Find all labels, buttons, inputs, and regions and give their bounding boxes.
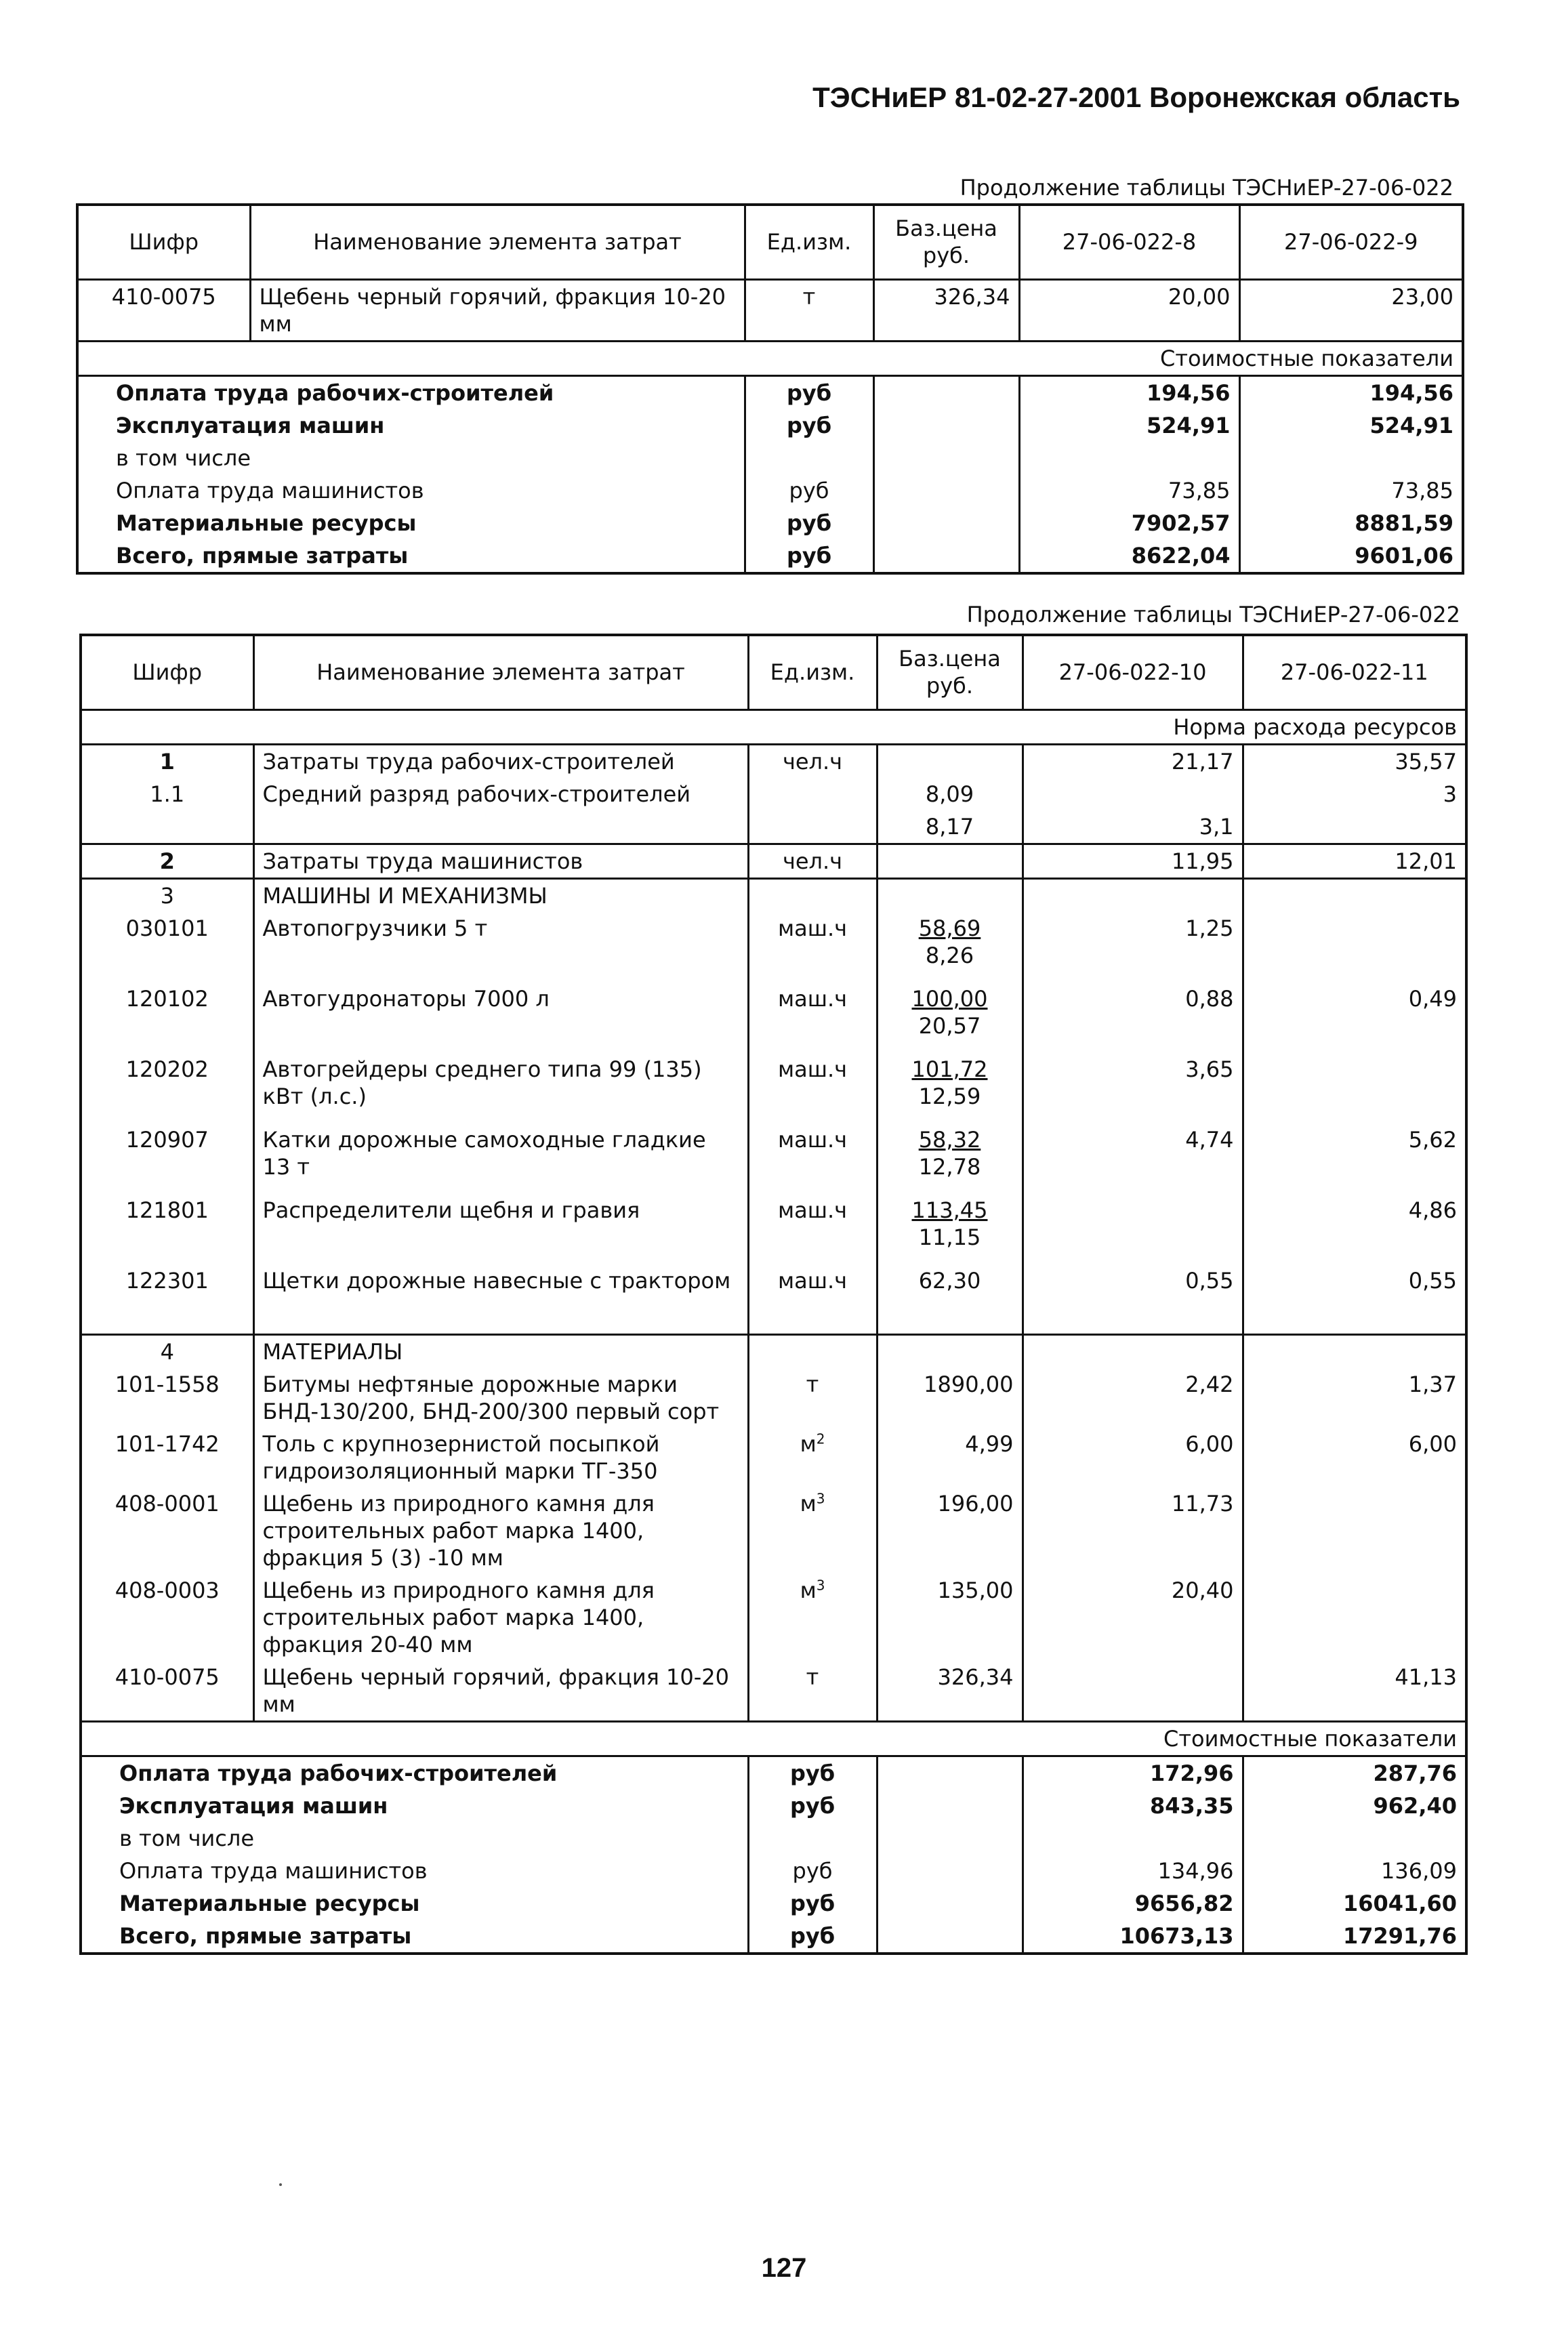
row-code: 120202 (81, 1053, 253, 1123)
cost-caption: Стоимостные показатели (77, 341, 1463, 375)
col-v2-header: 27-06-022-9 (1239, 205, 1463, 279)
row-code: 120102 (81, 983, 253, 1053)
cost-v1 (1023, 1822, 1243, 1855)
row-price: 326,34 (877, 1661, 1023, 1722)
empty-cell (1243, 1335, 1466, 1369)
row-unit: чел.ч (748, 844, 877, 878)
section-caption-row (81, 709, 1466, 744)
row-name: Затраты труда рабочих-строителей (253, 744, 748, 778)
row-code: 1 (81, 744, 253, 778)
row-code: 122301 (81, 1264, 253, 1335)
page-header: ТЭСНиЕР 81-02-27-2001 Воронежская область (812, 81, 1460, 113)
row-unit: м (800, 1431, 817, 1457)
row-price: 135,00 (877, 1574, 1023, 1661)
row-code: 410-0075 (77, 279, 250, 341)
row-name: Щебень черный горячий, фракция 10-20 мм (250, 279, 745, 341)
row-name: Щебень черный горячий, фракция 10-20 мм (253, 1661, 748, 1722)
row-v1: 3,65 (1023, 1053, 1243, 1123)
cost-row (81, 1756, 1466, 1790)
cost-v2: 8881,59 (1239, 507, 1463, 539)
cost-unit: руб (748, 1756, 877, 1790)
machine-row (81, 1264, 1466, 1335)
table-row (81, 844, 1466, 878)
row-price (877, 844, 1023, 878)
cost-name: Материальные ресурсы (77, 507, 745, 539)
row-v2: 1,37 (1243, 1368, 1466, 1428)
machine-row (81, 912, 1466, 983)
row-price-secondary: 11,15 (918, 1224, 981, 1250)
cost-price-empty (873, 474, 1019, 507)
cost-unit (745, 442, 873, 474)
row-code: 2 (81, 844, 253, 878)
row-unit-sup: 2 (816, 1430, 825, 1447)
row-v1: 6,00 (1023, 1428, 1243, 1487)
row-code: 410-0075 (81, 1661, 253, 1722)
row-unit-sup: 3 (816, 1490, 825, 1507)
row-unit: м (800, 1577, 817, 1603)
row-price-cell (877, 1264, 1023, 1335)
norm-caption: Норма расхода ресурсов (81, 709, 1466, 744)
cost-row (81, 1790, 1466, 1822)
empty-cell (748, 878, 877, 912)
cost-v1: 194,56 (1019, 375, 1239, 409)
cost-row (81, 1887, 1466, 1920)
row-price: 100,00 (911, 985, 988, 1012)
cost-v1: 524,91 (1019, 409, 1239, 442)
cost-unit: руб (745, 539, 873, 573)
row-code: 101-1742 (81, 1428, 253, 1487)
cost-v1: 9656,82 (1023, 1887, 1243, 1920)
cost-v1: 10673,13 (1023, 1920, 1243, 1954)
empty-cell (748, 1335, 877, 1369)
row-v2: 6,00 (1243, 1428, 1466, 1487)
section-row-machines (81, 878, 1466, 912)
row-price-cell (877, 1123, 1023, 1194)
cost-name: Оплата труда машинистов (81, 1855, 748, 1887)
cost-v1: 73,85 (1019, 474, 1239, 507)
row-v2: 0,55 (1243, 1264, 1466, 1335)
row-price-cell (877, 1194, 1023, 1264)
cost-row (77, 409, 1463, 442)
row-v1: 0,88 (1023, 983, 1243, 1053)
row-v2 (1243, 1487, 1466, 1574)
cost-v2 (1243, 1822, 1466, 1855)
cost-row (77, 507, 1463, 539)
row-unit: т (806, 1371, 819, 1397)
cost-unit (748, 1822, 877, 1855)
row-unit: маш.ч (748, 1123, 877, 1194)
table-row (77, 279, 1463, 341)
row-price-cell (877, 983, 1023, 1053)
cost-v1: 7902,57 (1019, 507, 1239, 539)
row-price: 101,72 (911, 1056, 988, 1082)
row-unit: маш.ч (748, 983, 877, 1053)
row-unit (748, 810, 877, 844)
row-unit-sup: 3 (816, 1577, 825, 1594)
cost-v1: 134,96 (1023, 1855, 1243, 1887)
row-v2: 4,86 (1243, 1194, 1466, 1264)
row-name: Средний разряд рабочих-строителей (253, 778, 748, 810)
row-v1: 20,40 (1023, 1574, 1243, 1661)
row-price-cell (877, 1053, 1023, 1123)
row-unit: маш.ч (748, 1264, 877, 1335)
cost-price-empty (877, 1756, 1023, 1790)
machine-row (81, 1123, 1466, 1194)
row-name: Толь с крупнозернистой посыпкой гидроизоляционный марки ТГ-350 (253, 1428, 748, 1487)
row-unit-cell (748, 1487, 877, 1574)
row-code: 120907 (81, 1123, 253, 1194)
row-price: 8,09 (877, 778, 1023, 810)
row-unit-cell (748, 1661, 877, 1722)
col-price-header: Баз.цена руб. (873, 205, 1019, 279)
row-price: 196,00 (877, 1487, 1023, 1574)
cost-price-empty (873, 409, 1019, 442)
section-title: МАШИНЫ И МЕХАНИЗМЫ (253, 878, 748, 912)
cost-price-empty (873, 375, 1019, 409)
row-price: 326,34 (873, 279, 1019, 341)
row-unit: т (745, 279, 873, 341)
row-v1: 11,73 (1023, 1487, 1243, 1574)
cost-unit: руб (748, 1790, 877, 1822)
row-unit: маш.ч (748, 1053, 877, 1123)
cost-unit: руб (748, 1920, 877, 1954)
page-number: 127 (761, 2253, 807, 2283)
row-v2: 3 (1243, 778, 1466, 810)
cost-price-empty (873, 442, 1019, 474)
col-unit-header: Ед.изм. (748, 635, 877, 709)
row-name: Распределители щебня и гравия (253, 1194, 748, 1264)
row-v1: 11,95 (1023, 844, 1243, 878)
table-row (81, 778, 1466, 810)
row-code: 408-0003 (81, 1574, 253, 1661)
cost-unit: руб (745, 375, 873, 409)
section-caption-row (77, 341, 1463, 375)
cost-name: Оплата труда рабочих-строителей (81, 1756, 748, 1790)
row-price: 62,30 (918, 1267, 981, 1294)
section-title: МАТЕРИАЛЫ (253, 1335, 748, 1369)
cost-v1: 8622,04 (1019, 539, 1239, 573)
row-code (81, 810, 253, 844)
row-unit-cell (748, 1368, 877, 1428)
row-v2 (1243, 810, 1466, 844)
table-row (81, 744, 1466, 778)
row-v1: 2,42 (1023, 1368, 1243, 1428)
row-v1: 3,1 (1023, 810, 1243, 844)
row-unit: т (806, 1664, 819, 1690)
cost-v2: 962,40 (1243, 1790, 1466, 1822)
cost-unit: руб (745, 507, 873, 539)
row-name: Затраты труда машинистов (253, 844, 748, 878)
row-name: Автопогрузчики 5 т (253, 912, 748, 983)
row-code: 1.1 (81, 778, 253, 810)
cost-row (77, 474, 1463, 507)
row-price (877, 744, 1023, 778)
cost-row (81, 1822, 1466, 1855)
col-v1-header: 27-06-022-8 (1019, 205, 1239, 279)
cost-v2: 524,91 (1239, 409, 1463, 442)
cost-name: Всего, прямые затраты (81, 1920, 748, 1954)
empty-cell (1023, 878, 1243, 912)
row-v1: 4,74 (1023, 1123, 1243, 1194)
row-price: 1890,00 (877, 1368, 1023, 1428)
row-unit: маш.ч (748, 912, 877, 983)
row-v2: 23,00 (1239, 279, 1463, 341)
row-v2: 41,13 (1243, 1661, 1466, 1722)
cost-price-empty (877, 1855, 1023, 1887)
cost-row (81, 1920, 1466, 1954)
col-unit-header: Ед.изм. (745, 205, 873, 279)
empty-cell (1243, 878, 1466, 912)
row-price-secondary: 8,26 (925, 942, 974, 968)
section-code: 4 (81, 1335, 253, 1369)
table-row (81, 810, 1466, 844)
table1-caption: Продолжение таблицы ТЭСНиЕР-27-06-022 (960, 175, 1453, 201)
cost-row (77, 442, 1463, 474)
row-code: 101-1558 (81, 1368, 253, 1428)
cost-name: Оплата труда рабочих-строителей (77, 375, 745, 409)
row-name: Автогрейдеры среднего типа 99 (135) кВт (л.с.) (253, 1053, 748, 1123)
cost-price-empty (873, 507, 1019, 539)
cost-v1: 843,35 (1023, 1790, 1243, 1822)
row-unit (748, 778, 877, 810)
row-v1: 1,25 (1023, 912, 1243, 983)
row-v1: 0,55 (1023, 1264, 1243, 1335)
cost-name: Материальные ресурсы (81, 1887, 748, 1920)
row-price: 8,17 (877, 810, 1023, 844)
row-unit-cell (748, 1428, 877, 1487)
row-name (253, 810, 748, 844)
cost-unit: руб (745, 474, 873, 507)
cost-v2: 16041,60 (1243, 1887, 1466, 1920)
row-name: Катки дорожные самоходные гладкие 13 т (253, 1123, 748, 1194)
empty-cell (1023, 1335, 1243, 1369)
row-price: 58,69 (918, 915, 981, 941)
cost-v2: 17291,76 (1243, 1920, 1466, 1954)
row-name: Щетки дорожные навесные с трактором (253, 1264, 748, 1335)
machine-row (81, 1053, 1466, 1123)
empty-cell (877, 878, 1023, 912)
material-row (81, 1661, 1466, 1722)
row-v1: 21,17 (1023, 744, 1243, 778)
row-v2 (1243, 912, 1466, 983)
cost-row (77, 539, 1463, 573)
col-price-header: Баз.цена руб. (877, 635, 1023, 709)
col-v2-header: 27-06-022-11 (1243, 635, 1466, 709)
row-price: 113,45 (911, 1197, 988, 1223)
table2 (79, 634, 1468, 1955)
empty-cell (877, 1335, 1023, 1369)
cost-name: Всего, прямые затраты (77, 539, 745, 573)
col-v1-header: 27-06-022-10 (1023, 635, 1243, 709)
row-price: 58,32 (918, 1126, 981, 1153)
row-unit: маш.ч (748, 1194, 877, 1264)
cost-price-empty (877, 1887, 1023, 1920)
row-v1 (1023, 1194, 1243, 1264)
row-unit: чел.ч (748, 744, 877, 778)
col-code-header: Шифр (77, 205, 250, 279)
row-name: Автогудронаторы 7000 л (253, 983, 748, 1053)
row-unit: м (800, 1491, 817, 1517)
row-price-secondary: 12,59 (918, 1083, 981, 1109)
cost-price-empty (877, 1822, 1023, 1855)
cost-name: в том числе (77, 442, 745, 474)
cost-v2: 9601,06 (1239, 539, 1463, 573)
row-unit-cell (748, 1574, 877, 1661)
cost-price-empty (877, 1920, 1023, 1954)
cost-row (77, 375, 1463, 409)
cost-v1: 172,96 (1023, 1756, 1243, 1790)
row-v2: 0,49 (1243, 983, 1466, 1053)
row-name: Битумы нефтяные дорожные марки БНД-130/200, БНД-200/300 первый сорт (253, 1368, 748, 1428)
machine-row (81, 983, 1466, 1053)
table1 (76, 203, 1464, 575)
col-code-header: Шифр (81, 635, 253, 709)
cost-price-empty (877, 1790, 1023, 1822)
cost-v2: 194,56 (1239, 375, 1463, 409)
section-caption-row (81, 1722, 1466, 1756)
cost-v2: 136,09 (1243, 1855, 1466, 1887)
material-row (81, 1574, 1466, 1661)
material-row (81, 1368, 1466, 1428)
row-v1: 20,00 (1019, 279, 1239, 341)
cost-name: в том числе (81, 1822, 748, 1855)
scan-speck (279, 2183, 282, 2186)
cost-name: Оплата труда машинистов (77, 474, 745, 507)
row-code: 030101 (81, 912, 253, 983)
section-row-materials (81, 1335, 1466, 1369)
cost-row (81, 1855, 1466, 1887)
cost-v2 (1239, 442, 1463, 474)
material-row (81, 1487, 1466, 1574)
cost-unit: руб (748, 1887, 877, 1920)
row-price: 4,99 (877, 1428, 1023, 1487)
machine-row (81, 1194, 1466, 1264)
row-v2 (1243, 1574, 1466, 1661)
material-row (81, 1428, 1466, 1487)
row-v1 (1023, 1661, 1243, 1722)
cost-v2: 287,76 (1243, 1756, 1466, 1790)
col-name-header: Наименование элемента затрат (250, 205, 745, 279)
row-v2: 12,01 (1243, 844, 1466, 878)
row-price-secondary: 20,57 (918, 1012, 981, 1039)
row-v2 (1243, 1053, 1466, 1123)
cost-unit: руб (745, 409, 873, 442)
row-v1 (1023, 778, 1243, 810)
row-v2: 35,57 (1243, 744, 1466, 778)
table2-caption: Продолжение таблицы ТЭСНиЕР-27-06-022 (966, 602, 1460, 627)
cost-v1 (1019, 442, 1239, 474)
row-code: 121801 (81, 1194, 253, 1264)
row-code: 408-0001 (81, 1487, 253, 1574)
cost-v2: 73,85 (1239, 474, 1463, 507)
col-name-header: Наименование элемента затрат (253, 635, 748, 709)
row-v2: 5,62 (1243, 1123, 1466, 1194)
row-name: Щебень из природного камня для строительных работ марка 1400, фракция 20-40 мм (253, 1574, 748, 1661)
cost-name: Эксплуатация машин (81, 1790, 748, 1822)
section-code: 3 (81, 878, 253, 912)
cost-name: Эксплуатация машин (77, 409, 745, 442)
cost-caption: Стоимостные показатели (81, 1722, 1466, 1756)
cost-price-empty (873, 539, 1019, 573)
row-price-cell (877, 912, 1023, 983)
row-price-secondary: 12,78 (918, 1153, 981, 1180)
cost-unit: руб (748, 1855, 877, 1887)
row-name: Щебень из природного камня для строительных работ марка 1400, фракция 5 (3) -10 мм (253, 1487, 748, 1574)
